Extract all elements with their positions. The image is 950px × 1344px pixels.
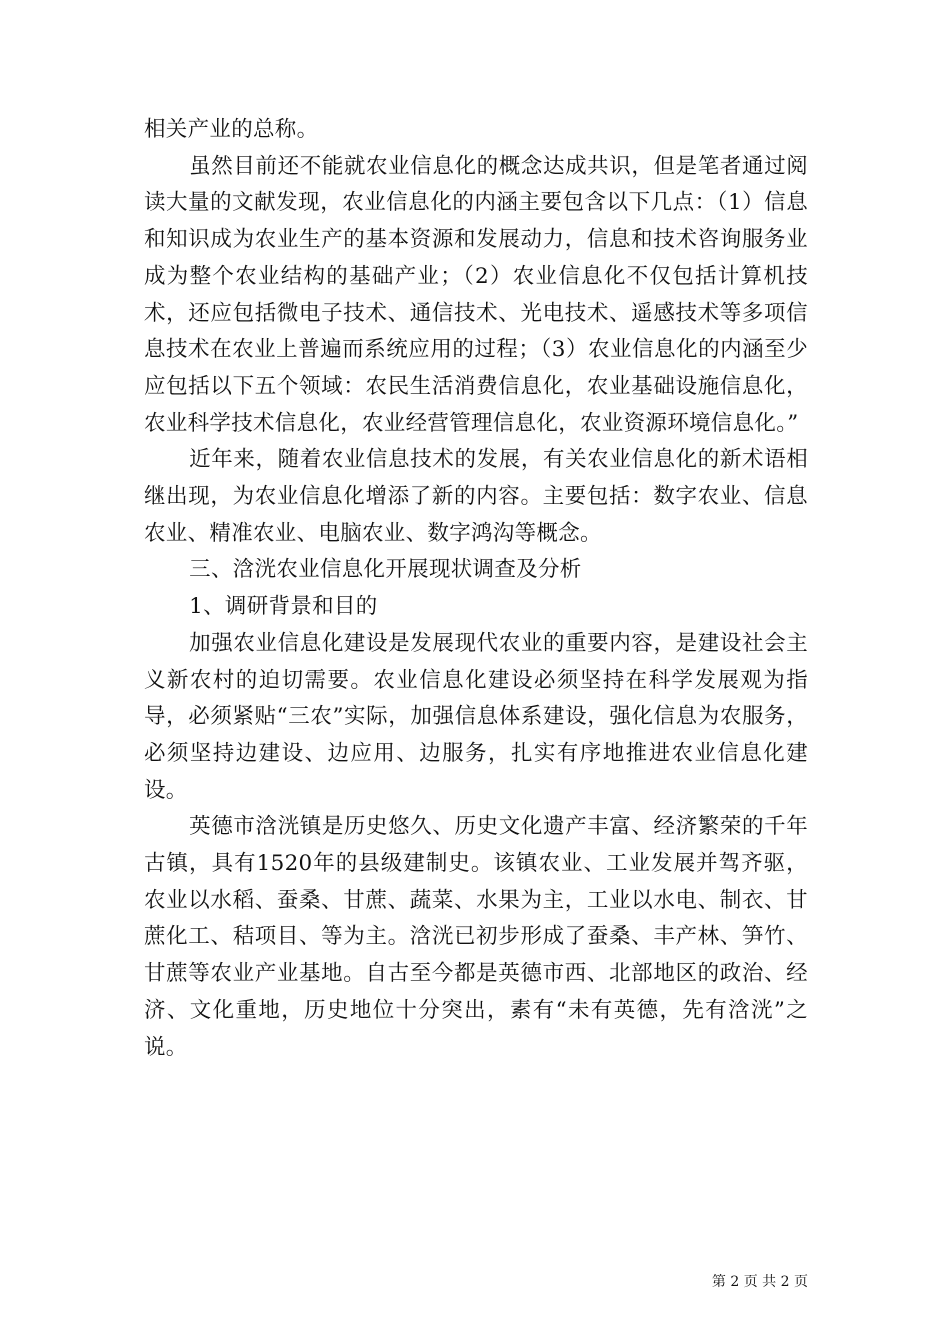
document-body: [144, 112, 808, 1066]
paragraph-new-terms: 近年来，随着农业信息技术的发展，有关农业信息化的新术语相继出现，为农业信息化增添了新的内容。主要包括：数字农业、信息农业、精准农业、电脑农业、数字鸿沟等概念。: [144, 447, 808, 546]
paragraph-concept-connotation: 虽然目前还不能就农业信息化的概念达成共识，但是笔者通过阅读大量的文献发现，农业信息化的内涵主要包含以下几点：（1）信息和知识成为农业生产的基本资源和发展动力，信息和技术咨询服务业成为整个农业结构的基础产业；（2）农业信息化不仅包括计算机技术，还应包括微电子技术、通信技术、光电技术、遥感技术等多项信息技术在农业上普遍而系统应用的过程；（3）农业信息化的内涵至少应包括以下五个领域：农民生活消费信息化，农业基础设施信息化，农业科学技术信息化，农业经营管理信息化，农业资源环境信息化。”: [144, 153, 808, 436]
subsection-heading: 1、调研背景和目的: [189, 594, 378, 620]
paragraph-background: 加强农业信息化建设是发展现代农业的重要内容，是建设社会主义新农村的迫切需要。农业信息化建设必须坚持在科学发展观为指导，必须紧贴“三农”实际，加强信息体系建设，强化信息为农服务，必须坚持边建设、边应用、边服务，扎实有序地推进农业信息化建设。: [144, 630, 808, 803]
section-heading: 三、浛洸农业信息化开展现状调查及分析: [189, 557, 582, 583]
paragraph-continuation: 相关产业的总称。: [144, 117, 319, 142]
paragraph-town-introduction: 英德市浛洸镇是历史悠久、历史文化遗产丰富、经济繁荣的千年古镇，具有1520年的县级建制史。该镇农业、工业发展并驾齐驱，农业以水稻、蚕桑、甘蔗、蔬菜、水果为主，工业以水电、制衣、甘蔗化工、秸项目、等为主。浛洸已初步形成了蚕桑、丰产林、笋竹、甘蔗等农业产业基地。自古至今都是英德市西、北部地区的政治、经济、文化重地，历史地位十分突出，素有“未有英德，先有浛洸”之说。: [144, 814, 808, 1060]
page-number: 第 2 页 共 2 页: [711, 1274, 808, 1290]
